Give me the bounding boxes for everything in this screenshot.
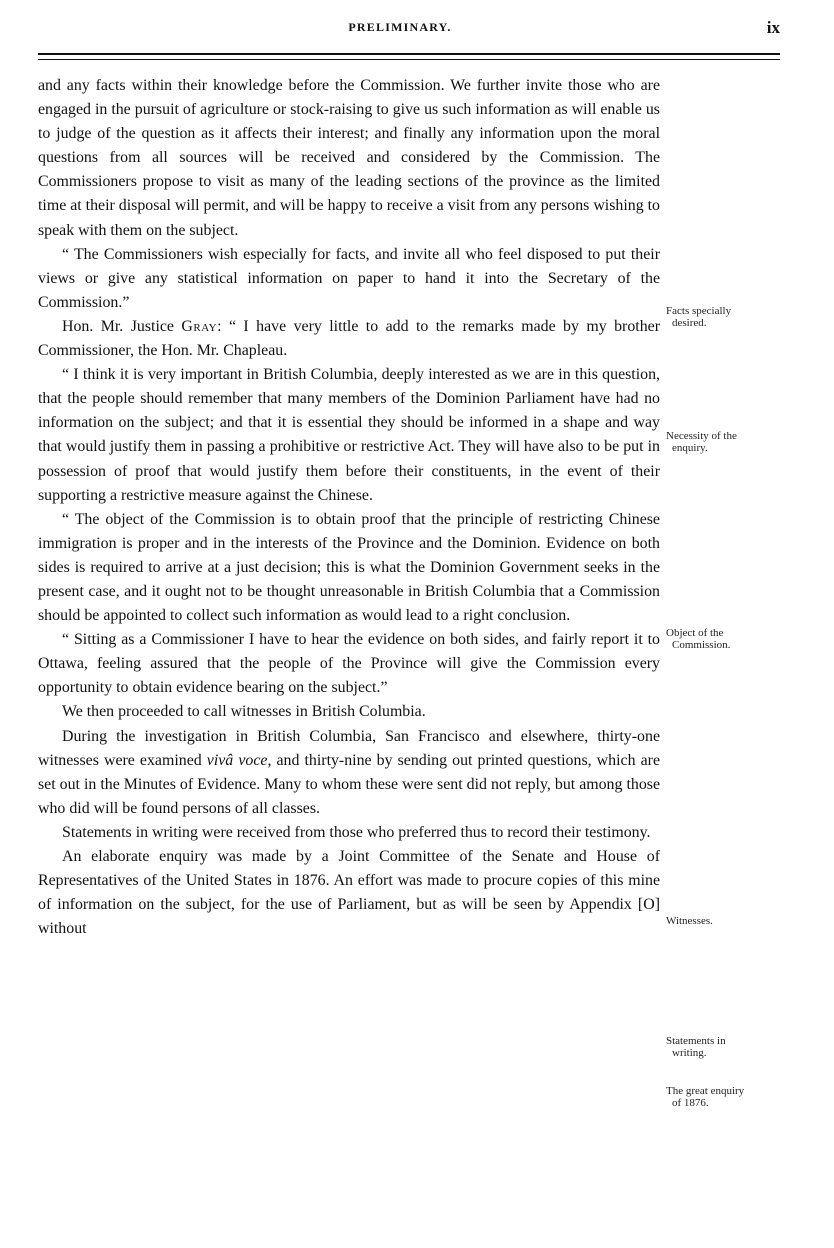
paragraph-8 [38, 725, 660, 821]
latin-phrase: vivâ voce [206, 751, 268, 769]
margin-note-object-line2: Commission. [672, 639, 731, 651]
running-head [20, 20, 780, 40]
paragraph-9: Statements in writing were received from those who preferred thus to record their testimony. [62, 823, 651, 841]
paragraph-8-text-a: During the investigation in British Columbia, San Francisco and elsewhere, thirty-one witnesses were examined [38, 727, 660, 769]
paragraph-6: “ Sitting as a Commissioner I have to hear the evidence on both sides, and fairly report it to Ottawa, feeling assured that the people of the Province will give the Commission every opportunity to obtain evidence bearing on the subject.” [38, 631, 660, 697]
margin-note-witnesses-line1: Witnesses. [666, 915, 713, 927]
page-number: ix [766, 18, 780, 37]
paragraph-7: We then proceeded to call witnesses in British Columbia. [62, 703, 426, 721]
speaker-name: Gray [181, 317, 218, 335]
margin-note-object-line1: Object of the [666, 627, 724, 639]
margin-note-great-enquiry [666, 1085, 796, 1109]
paragraph-10: An elaborate enquiry was made by a Joint Committee of the Senate and House of Representatives of the United States in 1876. An effort was made to procure copies of this mine of information on the subject, for the use of Parliament, but as will be seen by Appendix [O] without [38, 848, 660, 938]
header-rule-thin [38, 59, 780, 60]
body-text [38, 74, 660, 941]
margin-note-great-enquiry-line1: The great enquiry [666, 1085, 745, 1097]
running-title: PRELIMINARY. [348, 20, 452, 34]
paragraph-5: “ The object of the Commission is to obtain proof that the principle of restricting Chinese immigration is proper and in the interests of the Province and the Dominion. Evidence on both sides is required to arrive at a just decision; this is what the Dominion Government seeks in the present case, and it ought not to be thought unreasonable in British Columbia that a Commission should be appointed to collect such information as would lead to a right conclusion. [38, 510, 660, 625]
margin-note-necessity-line1: Necessity of the [666, 430, 737, 442]
margin-note-witnesses [666, 915, 796, 927]
paragraph-3-text: : “ I have very little to add to the remarks made by my brother Commissioner, the Hon. Mr. Chapleau. [38, 317, 660, 360]
margin-note-necessity [666, 430, 796, 454]
speaker-prefix: Hon. Mr. Justice [62, 317, 182, 335]
paragraph-4: “ I think it is very important in British Columbia, deeply interested as we are in this question, that the people should remember that many members of the Dominion Parliament have had no information on the subject; and that it is essential they should be informed in a shape and way that would justify them in passing a prohibitive or restrictive Act. They will have also to be put in possession of proof that would justify them before their constituents, in the event of their supporting a restrictive measure against the Chinese. [38, 366, 660, 504]
header-rule-thick [38, 53, 780, 55]
margin-note-facts-line2: desired. [672, 317, 707, 329]
margin-note-statements [666, 1035, 796, 1059]
margin-note-facts-line1: Facts specially [666, 305, 732, 317]
margin-note-great-enquiry-line2: of 1876. [672, 1097, 709, 1109]
margin-note-necessity-line2: enquiry. [672, 442, 708, 454]
margin-note-statements-line1: Statements in [666, 1035, 726, 1047]
paragraph-3 [38, 315, 660, 363]
paragraph-2: “ The Commissioners wish especially for facts, and invite all who feel disposed to put their views or give any statistical information on paper to hand it into the Secretary of the Commission.” [38, 245, 660, 311]
margin-note-object [666, 627, 796, 651]
margin-note-facts [666, 305, 796, 329]
paragraph-1: and any facts within their knowledge before the Commission. We further invite those who are engaged in the pursuit of agriculture or stock-raising to give us such information as will enable us to judge of the question as it affects their interest; and finally any information upon the moral questions from all sources will be received and considered by the Commission. The Commissioners propose to visit as many of the leading sections of the province as the limited time at their disposal will permit, and will be happy to receive a visit from any persons wishing to speak with them on the subject. [38, 77, 660, 239]
margin-note-statements-line2: writing. [672, 1047, 707, 1059]
paragraph-8-text-b: , and thirty-nine by sending out printed questions, which are set out in the Minutes of Evidence. Many to whom these were sent did not reply, but among those who did will be found persons of all classes. [38, 751, 660, 817]
